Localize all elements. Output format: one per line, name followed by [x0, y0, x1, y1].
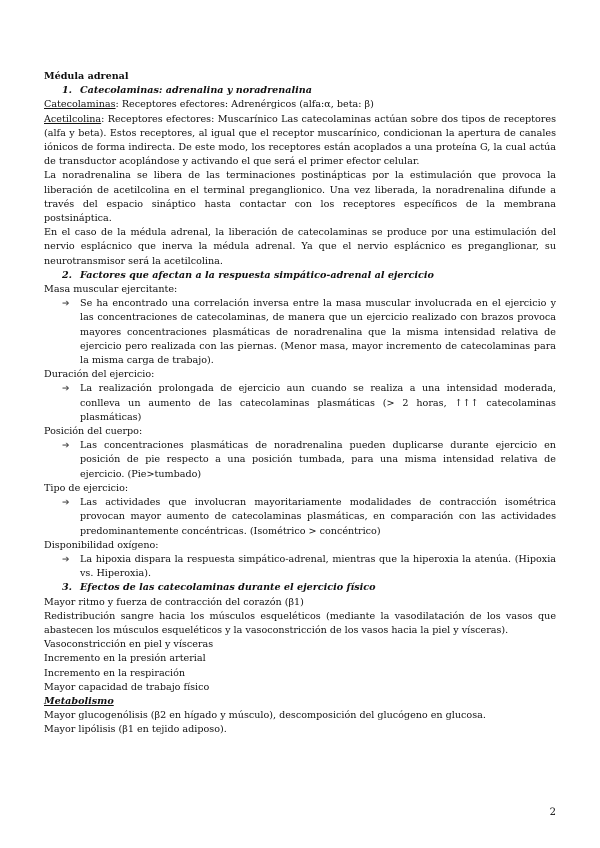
factor-label: Tipo de ejercicio:	[44, 482, 129, 494]
factor-label: Duración del ejercicio:	[44, 369, 155, 381]
metabolismo-title: Metabolismo	[44, 695, 114, 707]
catecolaminas-text: : Receptores efectores: Adrenérgicos (alfa:α, beta: β)	[115, 99, 374, 111]
noradrenalina-paragraph: La noradrenalina se libera de las terminaciones postinápticas por la estimulación que provoca la liberación de acetilcolina en el terminal preganglionico. Una vez liberada, la noradrenalina difunde a través del espacio sináptico hasta contactar con los receptores específicos de la membrana postsináptica.	[44, 170, 556, 225]
page-title: Médula adrenal	[44, 71, 129, 82]
section-2-heading	[44, 269, 556, 283]
section-3-heading	[44, 581, 556, 595]
effect-line: Mayor capacidad de trabajo físico	[44, 681, 210, 693]
arrow-right-icon: ➔	[62, 384, 70, 395]
arrow-right-icon: ➔	[62, 299, 70, 310]
factor-bullet	[44, 382, 556, 425]
factor-bullet	[44, 553, 556, 581]
factor-bullet	[44, 297, 556, 368]
section-3-number: 3.	[62, 582, 73, 594]
arrow-right-icon: ➔	[62, 554, 70, 565]
factor-bullet	[44, 496, 556, 539]
arrow-right-icon: ➔	[62, 441, 70, 452]
catecolaminas-line	[44, 98, 556, 112]
page-number: 2	[549, 807, 556, 818]
effect-line: Mayor ritmo y fuerza de contracción del corazón (β1)	[44, 596, 304, 608]
metabolismo-line: Mayor glucogenólisis (β2 en hígado y músculo), descomposición del glucógeno en glucosa.	[44, 710, 486, 722]
factor-text: Las actividades que involucran mayoritariamente modalidades de contracción isométrica provocan mayor aumento de catecolaminas plasmáticas, en comparación con las actividades predominantemente concéntricas. (Isométrico > concéntrico)	[80, 497, 556, 537]
section-1-heading	[44, 84, 556, 98]
effect-line: Redistribución sangre hacia los músculos esqueléticos (mediante la vasodilatación de los vasos que abastecen los músculos esqueléticos y la vasoconstricción de los vasos hacia la piel y vísceras).	[44, 610, 556, 636]
catecolaminas-label: Catecolaminas	[44, 99, 116, 111]
acetilcolina-label: Acetilcolina	[44, 113, 102, 125]
section-3-title: Efectos de las catecolaminas durante el ejercicio físico	[80, 582, 376, 594]
factor-text: La realización prolongada de ejercicio aun cuando se realiza a una intensidad moderada, conlleva un aumento de las catecolaminas plasmáticas (> 2 horas, ↑↑↑ catecolaminas plasmáticas)	[80, 383, 556, 423]
factor-text: Las concentraciones plasmáticas de noradrenalina pueden duplicarse durante ejercicio en posición de pie respecto a una posición tumbada, para una misma intensidad relativa de ejercicio. (Pie>tumbado)	[80, 440, 556, 480]
section-2-title: Factores que afectan a la respuesta simpático-adrenal al ejercicio	[80, 269, 434, 281]
effect-line: Incremento en la respiración	[44, 667, 186, 679]
factor-bullet	[44, 439, 556, 482]
effect-line: Vasoconstricción en piel y vísceras	[44, 639, 214, 651]
factor-text: La hipoxia dispara la respuesta simpático-adrenal, mientras que la hiperoxia la atenúa. (Hipoxia vs. Hiperoxia).	[80, 553, 556, 580]
section-1-number: 1.	[62, 85, 73, 97]
metabolismo-heading	[44, 695, 556, 709]
section-2-number: 2.	[62, 269, 73, 281]
acetilcolina-text: : Receptores efectores: Muscarínico Las catecolaminas actúan sobre dos tipos de receptores (alfa y beta). Estos receptores, al igual que el receptor muscarínico, condicionan la apertura de canales iónicos de forma indirecta. De este modo, los receptores están acoplados a una proteína G, la cual actúa de transductor acoplándose y activando el que será el primer efector celular.	[44, 113, 556, 168]
document-body	[44, 70, 556, 738]
arrow-right-icon: ➔	[62, 498, 70, 509]
metabolismo-line: Mayor lipólisis (β1 en tejido adiposo).	[44, 724, 227, 736]
acetilcolina-paragraph	[44, 113, 556, 170]
factor-label: Posición del cuerpo:	[44, 426, 143, 438]
section-1-title: Catecolaminas: adrenalina y noradrenalina	[80, 85, 312, 97]
effect-line: Incremento en la presión arterial	[44, 653, 206, 665]
factor-label: Disponibilidad oxígeno:	[44, 539, 159, 551]
medula-adrenal-paragraph: En el caso de la médula adrenal, la liberación de catecolaminas se produce por una estimulación del nervio esplácnico que inerva la médula adrenal. Ya que el nervio esplácnico es preganglionar, su neurotransmisor será la acetilcolina.	[44, 227, 556, 267]
factor-label: Masa muscular ejercitante:	[44, 284, 178, 296]
factor-text: Se ha encontrado una correlación inversa entre la masa muscular involucrada en el ejercicio y las concentraciones de catecolaminas, de manera que un ejercicio realizado con brazos provoca mayores concentraciones plasmáticas de noradrenalina que la misma intensidad relativa de ejercicio pero realizada con las piernas. (Menor masa, mayor incremento de catecolaminas para la misma carga de trabajo).	[80, 298, 556, 367]
